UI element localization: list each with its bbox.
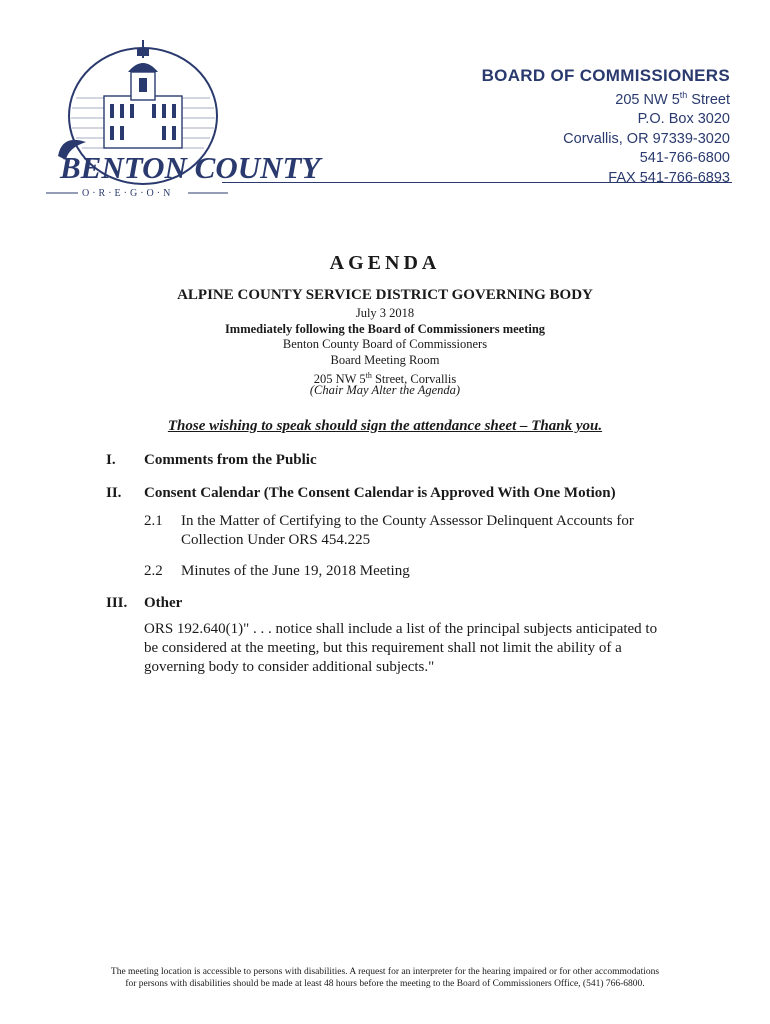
- governing-body-name: ALPINE COUNTY SERVICE DISTRICT GOVERNING BODY: [177, 287, 593, 303]
- section-number: II.: [106, 485, 122, 501]
- letterhead-divider: [222, 182, 732, 183]
- meeting-location: 205 NW 5th Street, Corvallis: [313, 371, 457, 387]
- item-text: In the Matter of Certifying to the County Assessor Delinquent Accounts for Collection Under ORS 454.225: [181, 513, 634, 548]
- section-number: I.: [106, 452, 116, 468]
- meeting-details: [0, 306, 770, 388]
- meeting-date: July 3 2018: [355, 306, 415, 320]
- item-number: 2.2: [144, 563, 163, 579]
- address-line-3: Corvallis, OR 97339-3020: [563, 130, 730, 147]
- meeting-timing: Immediately following the Board of Commissioners meeting: [224, 321, 546, 336]
- address-line-1: 205 NW 5th Street: [615, 90, 730, 108]
- item-number: 2.1: [144, 513, 163, 529]
- footer-line-2: for persons with disabilities should be made at least 48 hours before the meeting to the Board of Commissioners Office, (541) 766-6800.: [125, 979, 645, 989]
- meeting-room: Board Meeting Room: [330, 352, 440, 367]
- phone: 541-766-6800: [639, 150, 730, 167]
- meeting-host: Benton County Board of Commissioners: [282, 337, 488, 351]
- ors-notice-text: ORS 192.640(1)" . . . notice shall include a list of the principal subjects anticipated to be considered at the meeting, but this requirement shall not limit the ability of a governing body to consider additional subjects.": [144, 621, 658, 675]
- county-seal-logo: [38, 38, 321, 199]
- section-label: Consent Calendar (The Consent Calendar is Approved With One Motion): [144, 485, 616, 501]
- section-number: III.: [106, 595, 128, 611]
- logo-subtext: O·R·E·G·O·N: [82, 188, 174, 199]
- org-title: BOARD OF COMMISSIONERS: [481, 66, 730, 85]
- signin-note: Those wishing to speak should sign the attendance sheet – Thank you.: [167, 418, 603, 434]
- accessibility-footer: [0, 966, 770, 990]
- section-label: Other: [144, 595, 183, 611]
- address-line-2: P.O. Box 3020: [637, 111, 730, 128]
- chair-note: (Chair May Alter the Agenda): [309, 383, 461, 397]
- letterhead: [482, 66, 730, 188]
- logo-wordmark: BENTON COUNTY: [60, 150, 321, 185]
- fax: FAX 541-766-6893: [608, 169, 730, 186]
- footer-line-1: The meeting location is accessible to persons with disabilities. A request for an interpreter for the hearing impaired or for other accommodations: [110, 967, 660, 977]
- section-label: Comments from the Public: [144, 452, 317, 468]
- item-text: Minutes of the June 19, 2018 Meeting: [181, 563, 410, 579]
- agenda-title: AGENDA: [329, 252, 441, 274]
